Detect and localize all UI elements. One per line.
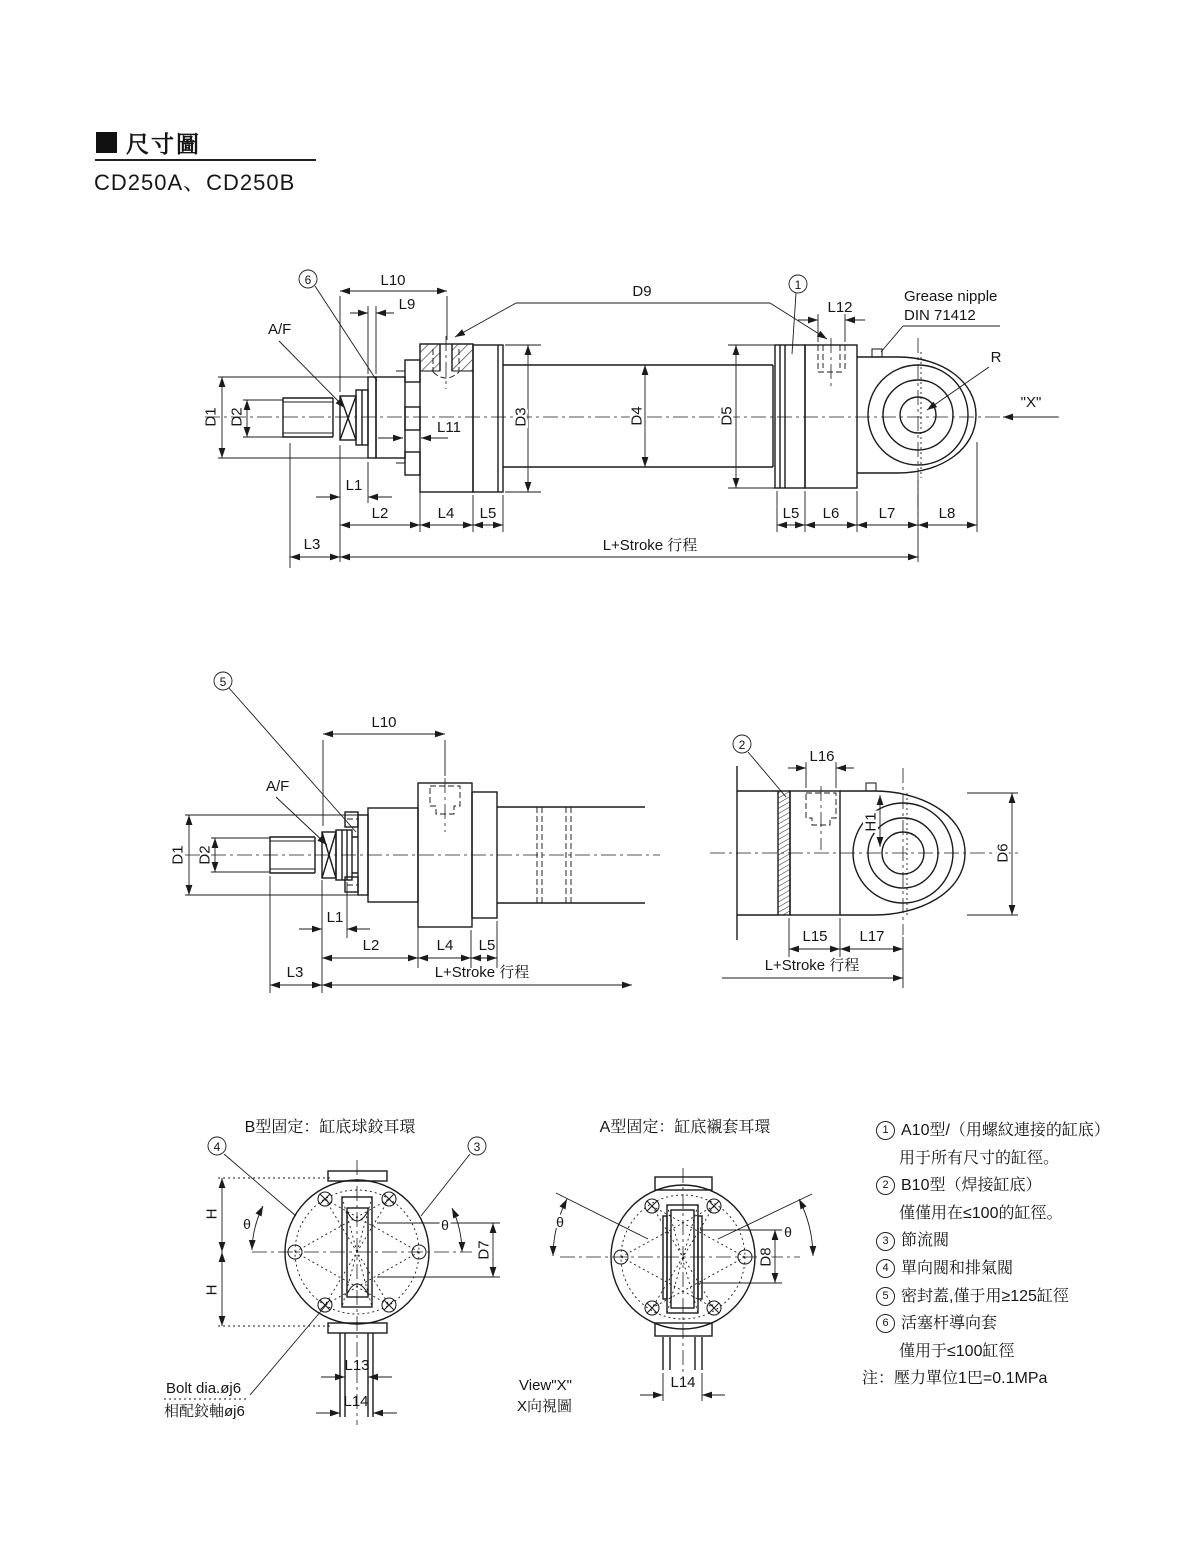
b-view-centerlines xyxy=(252,1160,472,1425)
note-text: 壓力單位1巴=0.1MPa xyxy=(894,1370,1048,1388)
note-item xyxy=(862,1227,1192,1255)
a-view-centerlines xyxy=(560,1168,800,1378)
dim-label: θ xyxy=(243,1216,251,1232)
a-view-labels xyxy=(517,1118,792,1415)
dim-label: L4 xyxy=(436,937,454,954)
dim-label: L+Stroke 行程 xyxy=(602,537,698,554)
dim-label: L17 xyxy=(859,928,885,945)
note-item xyxy=(862,1172,1192,1200)
a-type-view xyxy=(517,1118,813,1415)
callout-1: 1 xyxy=(794,278,802,292)
dim-label: L15 xyxy=(802,928,828,945)
top-view-labels xyxy=(203,272,1042,554)
note-text: 用于所有尺寸的缸徑。 xyxy=(899,1149,1060,1167)
dim-label: L6 xyxy=(822,505,840,522)
dim-label: D8 xyxy=(757,1247,775,1267)
dim-label: L4 xyxy=(437,505,455,522)
grease-nipple-standard: DIN 71412 xyxy=(904,307,976,324)
mid-left-dimensions xyxy=(185,672,632,993)
dim-label: L14 xyxy=(343,1393,369,1410)
dim-label: D1 xyxy=(202,407,220,427)
note-item xyxy=(862,1117,1192,1145)
bolt-dia-label: Bolt dia.øj6 xyxy=(166,1380,242,1397)
note-text: 僅僅用在≤100的缸徑。 xyxy=(899,1204,1063,1222)
dim-label: D2 xyxy=(228,407,246,427)
note-number-badge: 3 xyxy=(876,1232,895,1251)
dim-label: D7 xyxy=(475,1240,493,1260)
dim-label: L7 xyxy=(878,505,896,522)
note-item xyxy=(862,1283,1192,1311)
dim-label: H xyxy=(203,1208,221,1220)
note-item xyxy=(862,1365,1192,1393)
note-text: 節流閥 xyxy=(901,1232,950,1250)
grease-nipple-label: Grease nipple xyxy=(904,288,998,305)
b-view-title: B型固定：缸底球鉸耳環 xyxy=(244,1119,416,1136)
note-number-badge: 6 xyxy=(876,1314,895,1333)
dim-label: L8 xyxy=(938,505,956,522)
note-item xyxy=(862,1338,1192,1366)
dim-label: D2 xyxy=(196,845,214,865)
top-view xyxy=(203,270,1064,568)
note-prefix: 注： xyxy=(862,1370,895,1388)
b-view-labels xyxy=(164,1118,493,1420)
mid-right-view xyxy=(710,735,1020,988)
mid-left-view xyxy=(170,672,661,993)
mid-left-centerlines xyxy=(185,778,660,855)
dim-label: L2 xyxy=(362,937,380,954)
dim-label: A/F xyxy=(268,321,292,338)
note-text: 僅用于≤100缸徑 xyxy=(899,1342,1015,1360)
note-text: 活塞杆導向套 xyxy=(901,1315,998,1333)
dim-label: L10 xyxy=(380,272,406,289)
dim-label: L1 xyxy=(345,477,363,494)
dim-label: H1 xyxy=(862,812,880,832)
mid-left-labels xyxy=(170,675,530,981)
page-title: 尺寸圖 xyxy=(126,131,201,157)
dim-label: L2 xyxy=(371,505,389,522)
note-item xyxy=(862,1200,1192,1228)
view-direction-label: "X" xyxy=(1020,394,1042,411)
note-item xyxy=(862,1255,1192,1283)
callout-5: 5 xyxy=(219,675,227,689)
dim-label: θ xyxy=(441,1217,449,1233)
dim-label: A/F xyxy=(266,778,290,795)
notes-panel xyxy=(862,1117,1192,1393)
dim-label: D5 xyxy=(718,406,736,426)
note-number-badge: 5 xyxy=(876,1287,895,1306)
dim-label: L9 xyxy=(398,296,416,313)
dim-label: L13 xyxy=(344,1357,370,1374)
callout-4: 4 xyxy=(213,1140,221,1154)
mating-pin-label: 相配鉸軸øj6 xyxy=(164,1403,245,1420)
top-view-hidden-lines xyxy=(433,345,845,378)
dim-label: L10 xyxy=(371,714,397,731)
note-text: A10型/（用螺紋連接的缸底） xyxy=(901,1122,1110,1139)
note-text: 單向閥和排氣閥 xyxy=(901,1259,1014,1277)
callout-3: 3 xyxy=(473,1140,481,1154)
dim-label: L14 xyxy=(670,1374,696,1391)
dim-label: D4 xyxy=(628,406,646,426)
mid-left-hidden-lines xyxy=(347,786,571,903)
note-item xyxy=(862,1145,1192,1173)
dim-label: L5 xyxy=(479,505,497,522)
dim-label: D1 xyxy=(169,845,187,865)
dim-label: L16 xyxy=(809,748,835,765)
dim-label: D3 xyxy=(512,407,530,427)
note-number-badge: 2 xyxy=(876,1176,895,1195)
callout-6: 6 xyxy=(304,273,312,287)
note-number-badge: 4 xyxy=(876,1259,895,1278)
dim-label: L+Stroke 行程 xyxy=(434,964,530,981)
dim-label: D9 xyxy=(632,283,652,300)
top-view-details xyxy=(283,344,882,463)
dim-label: L5 xyxy=(782,505,800,522)
note-item xyxy=(862,1310,1192,1338)
dim-label: R xyxy=(990,349,1002,366)
dim-label: L12 xyxy=(827,299,853,316)
note-number-badge: 1 xyxy=(876,1121,895,1140)
note-text: 密封蓋,僅于用≥125缸徑 xyxy=(901,1287,1069,1305)
mid-right-dimensions xyxy=(722,735,1018,988)
dim-label: θ xyxy=(556,1214,564,1230)
a-view-title: A型固定：缸底襯套耳環 xyxy=(599,1119,771,1136)
dim-label: L3 xyxy=(303,536,321,553)
dim-label: L1 xyxy=(326,909,344,926)
dim-label: L5 xyxy=(478,937,496,954)
dim-label: H xyxy=(203,1284,221,1296)
model-codes: CD250A、CD250B xyxy=(94,170,296,195)
note-text: B10型（焊接缸底） xyxy=(901,1177,1042,1195)
view-x-label: View"X" xyxy=(519,1377,572,1394)
dim-label: L11 xyxy=(437,419,461,436)
dim-label: D6 xyxy=(994,843,1012,863)
callout-2: 2 xyxy=(738,738,746,752)
dim-label: L3 xyxy=(286,964,304,981)
b-type-view xyxy=(164,1118,500,1425)
dim-label: L+Stroke 行程 xyxy=(764,957,860,974)
dim-label: θ xyxy=(784,1224,792,1240)
view-x-label-cn: X向視圖 xyxy=(517,1398,573,1415)
mid-right-details xyxy=(866,783,876,791)
